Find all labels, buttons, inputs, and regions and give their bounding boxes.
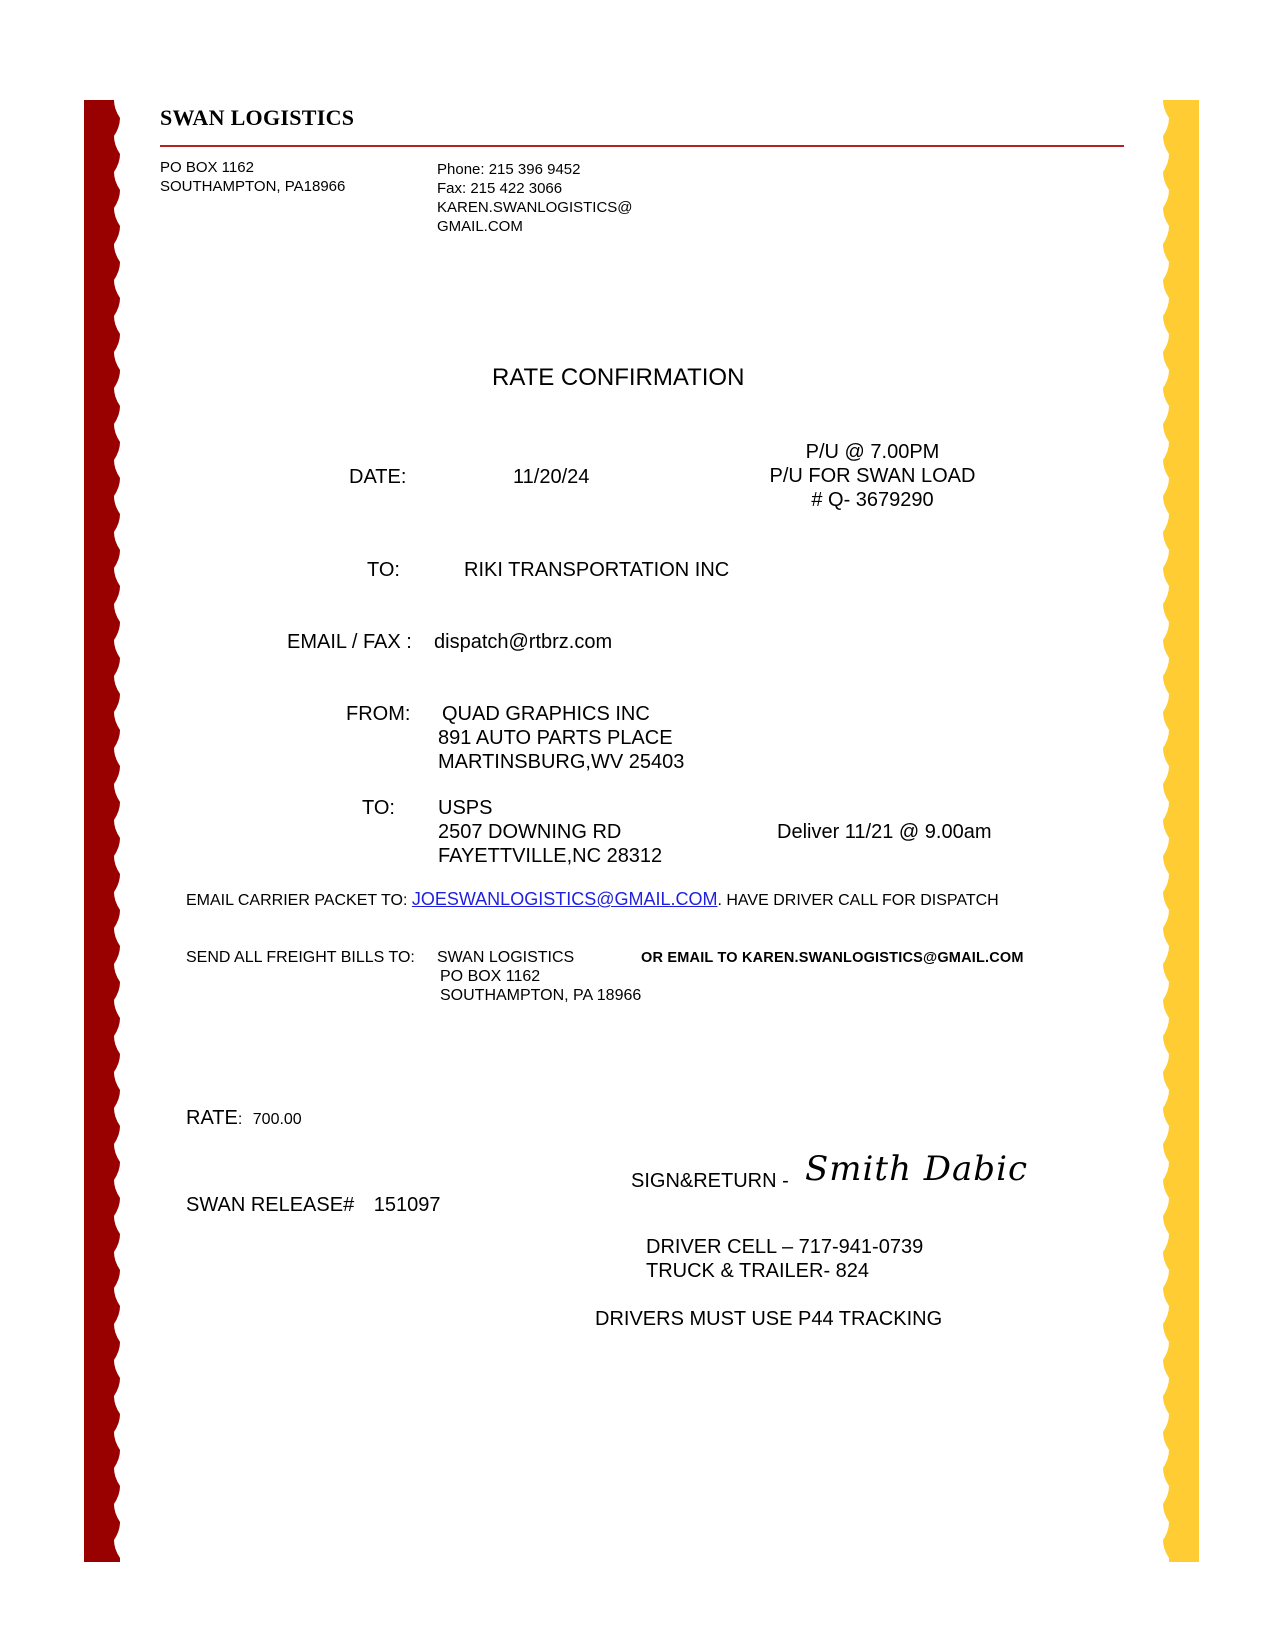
email-line: GMAIL.COM — [437, 218, 523, 235]
from-line: 891 AUTO PARTS PLACE — [438, 727, 673, 749]
pickup-line: P/U @ 7.00PM — [805, 441, 940, 463]
company-address — [160, 158, 345, 196]
to-consignee-address — [438, 796, 662, 868]
pickup-info — [765, 440, 980, 512]
address-line: PO BOX 1162 — [160, 159, 254, 176]
bill-address-line: SOUTHAMPTON, PA 18966 — [440, 987, 642, 1004]
rate-label: RATE — [186, 1107, 238, 1129]
email-fax-label: EMAIL / FAX : — [287, 631, 412, 653]
date-value: 11/20/24 — [513, 466, 590, 488]
from-line: QUAD GRAPHICS INC — [442, 703, 650, 725]
freight-bills-label: SEND ALL FREIGHT BILLS TO: — [186, 949, 415, 966]
company-name: SWAN LOGISTICS — [160, 105, 355, 130]
driver-cell: DRIVER CELL – 717-941-0739 — [646, 1236, 924, 1258]
date-label: DATE: — [349, 466, 407, 488]
pickup-line: P/U FOR SWAN LOAD — [769, 465, 976, 487]
to-carrier-label: TO: — [367, 559, 400, 581]
phone-line: Phone: 215 396 9452 — [437, 161, 581, 178]
rate-colon: : — [237, 1111, 243, 1128]
consignee-line: USPS — [438, 797, 493, 819]
consignee-line: FAYETTVILLE,NC 28312 — [438, 845, 663, 867]
sign-return-label: SIGN&RETURN - — [631, 1170, 789, 1192]
carrier-packet-suffix: . HAVE DRIVER CALL FOR DISPATCH — [717, 892, 999, 909]
release-label: SWAN RELEASE# — [186, 1194, 355, 1216]
to-consignee-label: TO: — [362, 797, 395, 819]
truck-trailer: TRUCK & TRAILER- 824 — [646, 1260, 870, 1282]
company-contact — [437, 160, 633, 236]
freight-bills-address — [437, 948, 641, 1005]
bill-address-line: SWAN LOGISTICS — [437, 949, 575, 966]
rate-value: 700.00 — [252, 1111, 302, 1128]
email-fax-value: dispatch@rtbrz.com — [434, 631, 613, 653]
to-carrier-value: RIKI TRANSPORTATION INC — [464, 559, 730, 581]
freight-bills-or-email: OR EMAIL TO KAREN.SWANLOGISTICS@GMAIL.COM — [641, 950, 1024, 966]
release-value: 151097 — [373, 1194, 441, 1216]
address-line: SOUTHAMPTON, PA18966 — [160, 178, 346, 195]
pickup-line: # Q- 3679290 — [811, 489, 934, 511]
signature: Smith Dabic — [805, 1149, 1028, 1189]
left-red-band — [84, 100, 120, 1562]
email-line: KAREN.SWANLOGISTICS@ — [437, 199, 633, 216]
carrier-packet-email-link[interactable]: JOESWANLOGISTICS@GMAIL.COM — [411, 889, 718, 909]
fax-line: Fax: 215 422 3066 — [437, 180, 563, 197]
delivery-time: Deliver 11/21 @ 9.00am — [777, 821, 992, 843]
from-address — [438, 702, 684, 774]
carrier-packet-line — [186, 889, 999, 910]
from-label: FROM: — [346, 703, 411, 725]
rate-row — [186, 1107, 302, 1130]
tracking-note: DRIVERS MUST USE P44 TRACKING — [595, 1308, 943, 1330]
carrier-packet-prefix: EMAIL CARRIER PACKET TO: — [186, 892, 408, 909]
driver-info — [646, 1235, 923, 1283]
bill-address-line: PO BOX 1162 — [440, 968, 541, 985]
page-title: RATE CONFIRMATION — [492, 364, 745, 391]
release-row — [186, 1193, 441, 1217]
from-line: MARTINSBURG,WV 25403 — [438, 751, 685, 773]
right-yellow-band — [1163, 100, 1199, 1562]
header-rule — [160, 145, 1124, 147]
consignee-line: 2507 DOWNING RD — [438, 821, 622, 843]
